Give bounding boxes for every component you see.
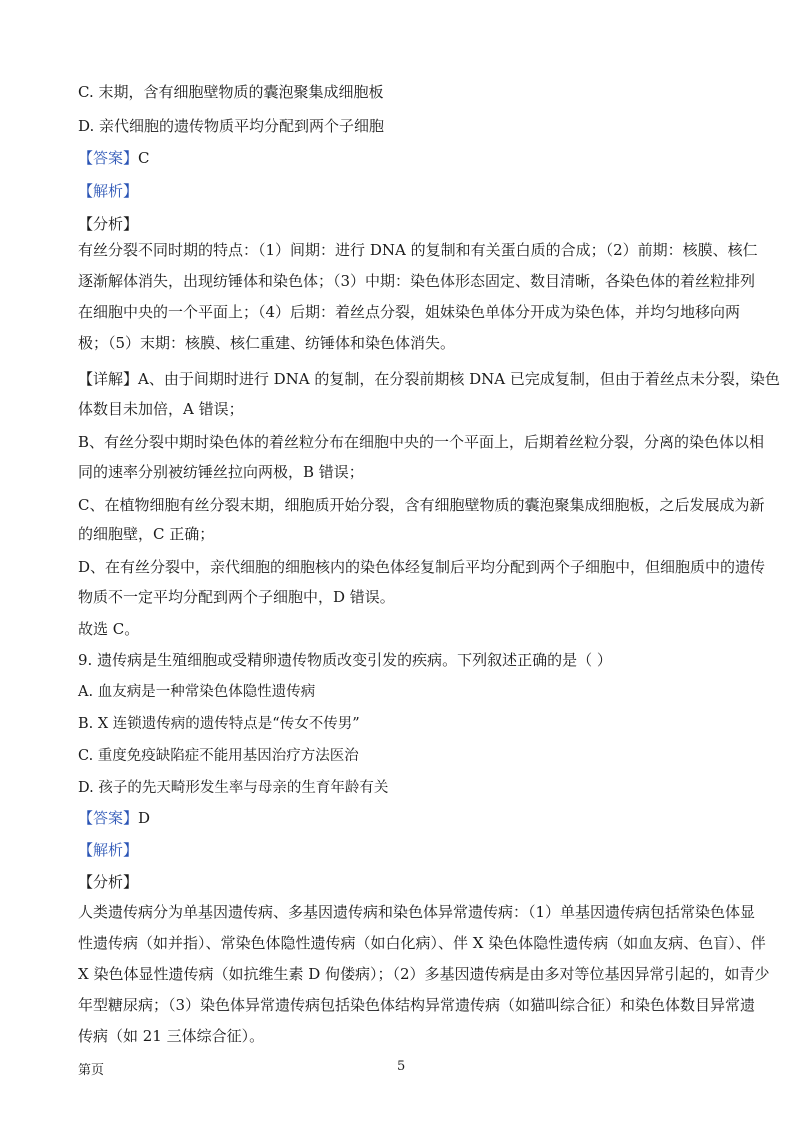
analysis-heading: 【解析】 xyxy=(78,841,139,859)
question-9-option-b: B. X 连锁遗传病的遗传特点是“传女不传男” xyxy=(78,716,360,732)
sub-analysis-heading: 【分析】 xyxy=(78,215,139,233)
paragraph-line: 性遗传病（如并指）、常染色体隐性遗传病（如白化病）、伴 X 染色体隐性遗传病（如血友病、色盲）、伴 xyxy=(78,934,766,952)
page-number: 5 xyxy=(397,1059,406,1074)
answer-label: 【答案】 xyxy=(78,149,139,167)
sub-analysis-heading: 【分析】 xyxy=(78,873,139,891)
answer-value: C xyxy=(138,149,150,167)
detail-line: D、在有丝分裂中，亲代细胞的细胞核内的染色体经复制后平均分配到两个子细胞中，但细胞质中的遗传 xyxy=(78,558,766,576)
analysis-heading: 【解析】 xyxy=(78,182,139,200)
detail-line: C、在植物细胞有丝分裂末期，细胞质开始分裂，含有细胞壁物质的囊泡聚集成细胞板，之后发展成为新 xyxy=(78,496,765,514)
answer-value: D xyxy=(138,809,151,827)
paragraph-line: 年型糖尿病；（3）染色体异常遗传病包括染色体结构异常遗传病（如猫叫综合征）和染色体数目异常遗 xyxy=(78,996,756,1014)
paragraph-line: 在细胞中央的一个平面上；（4）后期：着丝点分裂，姐妹染色单体分开成为染色体，并均匀地移向两 xyxy=(78,303,741,321)
detail-line: 同的速率分别被纺锤丝拉向两极，B 错误； xyxy=(78,463,364,481)
option-d-previous: D. 亲代细胞的遗传物质平均分配到两个子细胞 xyxy=(78,117,385,135)
answer-line-8 xyxy=(78,148,728,168)
paragraph-line: X 染色体显性遗传病（如抗维生素 D 佝偻病）；（2）多基因遗传病是由多对等位基因异常引起的，如青少 xyxy=(78,965,770,983)
option-c-previous: C. 末期，含有细胞壁物质的囊泡聚集成细胞板 xyxy=(78,83,384,101)
detail-line: 的细胞壁，C 正确； xyxy=(78,525,215,543)
paragraph-line: 逐渐解体消失，出现纺锤体和染色体；（3）中期：染色体形态固定、数目清晰，各染色体的着丝粒排列 xyxy=(78,272,756,290)
answer-line-9 xyxy=(78,808,728,828)
question-9-stem: 9. 遗传病是生殖细胞或受精卵遗传物质改变引发的疾病。下列叙述正确的是（ ） xyxy=(78,651,612,669)
detail-line: 【详解】A、由于间期时进行 DNA 的复制，在分裂前期核 DNA 已完成复制，但由于着丝点未分裂，染色 xyxy=(78,370,780,388)
paragraph-line: 有丝分裂不同时期的特点：（1）间期：进行 DNA 的复制和有关蛋白质的合成；（2）前期：核膜、核仁 xyxy=(78,241,758,259)
footer-label: 第页 xyxy=(78,1063,105,1078)
question-9-option-a: A. 血友病是一种常染色体隐性遗传病 xyxy=(78,684,316,700)
paragraph-line: 极；（5）末期：核膜、核仁重建、纺锤体和染色体消失。 xyxy=(78,334,456,352)
detail-line: B、有丝分裂中期时染色体的着丝粒分布在细胞中央的一个平面上，后期着丝粒分裂，分离的染色体以相 xyxy=(78,433,765,451)
conclusion-line: 故选 C。 xyxy=(78,620,140,638)
question-9-option-c: C. 重度免疫缺陷症不能用基因治疗方法医治 xyxy=(78,748,359,764)
detail-line: 物质不一定平均分配到两个子细胞中，D 错误。 xyxy=(78,588,395,606)
detail-line: 体数目未加倍，A 错误； xyxy=(78,400,244,418)
answer-label: 【答案】 xyxy=(78,809,139,827)
question-9-option-d: D. 孩子的先天畸形发生率与母亲的生育年龄有关 xyxy=(78,780,389,796)
paragraph-line: 传病（如 21 三体综合征）。 xyxy=(78,1027,265,1045)
paragraph-line: 人类遗传病分为单基因遗传病、多基因遗传病和染色体异常遗传病：（1）单基因遗传病包括常染色体显 xyxy=(78,903,756,921)
